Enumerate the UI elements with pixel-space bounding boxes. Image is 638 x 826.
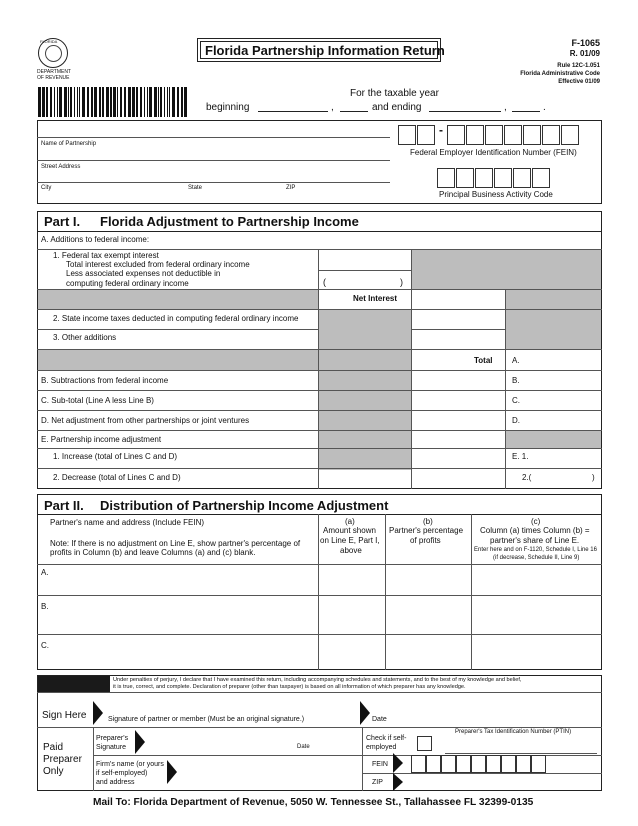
- total-label: Total: [474, 356, 493, 365]
- admin-code: Florida Administrative Code: [520, 71, 600, 77]
- line-e2-field[interactable]: [535, 469, 590, 488]
- part2-title: Distribution of Partnership Income Adjustment: [100, 498, 389, 513]
- col-b-header-1: (b): [423, 517, 433, 526]
- prep-fein-digit-7[interactable]: [501, 755, 516, 773]
- line-e2-close: ): [592, 473, 595, 482]
- line-e1-code: E. 1.: [512, 452, 529, 461]
- self-employed-label-2: employed: [366, 744, 397, 751]
- prep-sig-label-1: Preparer's: [96, 735, 129, 742]
- begin-date-field[interactable]: [258, 111, 328, 112]
- col-b-header-3: of profits: [410, 536, 441, 545]
- col-c-header-5: (if decrease, Schedule II, Line 9): [493, 555, 580, 561]
- ptin-field[interactable]: [445, 737, 597, 754]
- gray-total-row: [38, 349, 318, 370]
- firm-label-1: Firm's name (or yours: [96, 761, 164, 768]
- fein-digit-3[interactable]: [447, 125, 465, 145]
- partner-name-header: Partner's name and address (Include FEIN): [50, 518, 205, 527]
- line-a3-field[interactable]: [412, 330, 504, 348]
- partner-c-name-field[interactable]: [50, 636, 316, 669]
- line-a2-label: 2. State income taxes deducted in computing federal ordinary income: [53, 314, 299, 323]
- activity-digit-6[interactable]: [532, 168, 550, 188]
- comma-1: ,: [331, 102, 334, 113]
- firm-arrow-icon: [167, 760, 177, 784]
- col-c-header-4: Enter here and on F-1120, Schedule I, Line 16: [474, 547, 597, 553]
- line-a2-field[interactable]: [412, 310, 504, 328]
- fein-label: Federal Employer Identification Number (FEIN): [410, 148, 577, 157]
- gray-net-interest-row: [38, 289, 318, 309]
- a1-expenses-field[interactable]: [330, 271, 398, 288]
- preparer-label: Preparer: [43, 754, 82, 765]
- form-revision: R. 01/09: [569, 49, 600, 58]
- effective-date: Effective 01/09: [558, 79, 600, 85]
- partner-signature-field[interactable]: [108, 694, 358, 714]
- firm-label-3: and address: [96, 779, 135, 786]
- only-label: Only: [43, 766, 64, 777]
- city-label: City: [41, 185, 52, 191]
- line-c-label: C. Sub-total (Line A less Line B): [41, 396, 154, 405]
- gray-right-block: [505, 309, 601, 349]
- fein-digit-2[interactable]: [417, 125, 435, 145]
- paren-open: (: [323, 277, 326, 287]
- prep-sig-label-2: Signature: [96, 744, 126, 751]
- fein-digit-9[interactable]: [561, 125, 579, 145]
- perjury-text-2: it is true, correct, and complete. Declaration of preparer (other than taxpayer) is based on all information of which preparer has any knowledge.: [113, 684, 466, 690]
- partner-a-name-field[interactable]: [50, 566, 316, 594]
- line-a3-label: 3. Other additions: [53, 333, 117, 342]
- activity-digit-1[interactable]: [437, 168, 455, 188]
- col-a-header-4: above: [340, 546, 362, 555]
- fein-digit-1[interactable]: [398, 125, 416, 145]
- gray-mid-block: [318, 309, 411, 349]
- line-e2-code: 2.(: [522, 473, 532, 482]
- activity-digit-2[interactable]: [456, 168, 474, 188]
- prep-fein-digit-5[interactable]: [471, 755, 486, 773]
- zip-arrow-icon: [393, 773, 403, 791]
- fein-digit-5[interactable]: [485, 125, 503, 145]
- prep-fein-digit-2[interactable]: [426, 755, 441, 773]
- beginning-label: beginning: [206, 102, 250, 113]
- prep-fein-digit-4[interactable]: [456, 755, 471, 773]
- line-a1-total: Total interest excluded from federal ordinary income: [66, 260, 250, 269]
- end-date-field[interactable]: [429, 111, 501, 112]
- sign-date-field[interactable]: [372, 694, 597, 714]
- partner-row-b: B.: [41, 602, 49, 611]
- state-label: State: [188, 185, 203, 191]
- date-arrow-icon: [360, 701, 370, 725]
- perjury-text-1: Under penalties of perjury, I declare that I have examined this return, including accompanying schedules and statements, and to the best of my knowledge and belief,: [113, 677, 522, 683]
- fein-digit-6[interactable]: [504, 125, 522, 145]
- street-label: Street Address: [41, 164, 81, 170]
- line-a1-label: 1. Federal tax exempt interest: [53, 251, 159, 260]
- perjury-bar-left: [38, 676, 110, 692]
- net-interest-field[interactable]: [412, 290, 504, 308]
- note-line1: Note: If there is no adjustment on Line E, show partner's percentage of: [50, 539, 301, 548]
- city-field[interactable]: [37, 182, 390, 183]
- dept-line1: DEPARTMENT: [37, 69, 71, 75]
- line-e-label: E. Partnership income adjustment: [41, 435, 162, 444]
- line-b-field[interactable]: [522, 371, 600, 389]
- prep-date-label: Date: [297, 744, 310, 750]
- paren-close: ): [400, 277, 403, 287]
- seal-text: FLORIDA: [40, 39, 58, 44]
- additions-label: A. Additions to federal income:: [41, 235, 150, 244]
- part1-title: Florida Adjustment to Partnership Income: [100, 214, 359, 229]
- total-code: A.: [512, 356, 520, 365]
- line-b-label: B. Subtractions from federal income: [41, 376, 169, 385]
- street-field[interactable]: [37, 160, 390, 161]
- paid-label: Paid: [43, 742, 64, 753]
- sign-arrow-icon: [93, 701, 103, 725]
- prep-fein-digit-3[interactable]: [441, 755, 456, 773]
- comma-2: ,: [504, 102, 507, 113]
- line-e2-label: 2. Decrease (total of Lines C and D): [53, 473, 181, 482]
- zip-label: ZIP: [286, 185, 296, 191]
- note-line2: profits in Column (b) and leave Columns (a) and (c) blank.: [50, 548, 256, 557]
- gray-col-right-top: [411, 250, 601, 289]
- fein-digit-8[interactable]: [542, 125, 560, 145]
- prep-fein-digit-8[interactable]: [516, 755, 531, 773]
- line-d-code: D.: [512, 416, 520, 425]
- fein-dash: -: [439, 123, 443, 137]
- activity-digit-3[interactable]: [475, 168, 493, 188]
- barcode-icon: [38, 87, 188, 117]
- part2-number: Part II.: [44, 498, 84, 513]
- line-c-field[interactable]: [522, 391, 600, 409]
- prep-fein-label: FEIN: [372, 761, 388, 768]
- sign-date-label: Date: [372, 716, 387, 723]
- fein-digit-4[interactable]: [466, 125, 484, 145]
- prep-arrow-icon: [135, 730, 145, 754]
- firm-label-2: if self-employed): [96, 770, 148, 777]
- col-a-header-3: on Line E, Part I,: [320, 536, 380, 545]
- prep-zip-label: ZIP: [372, 779, 383, 786]
- line-e1-label: 1. Increase (total of Lines C and D): [53, 452, 178, 461]
- form-number: F-1065: [571, 38, 600, 48]
- self-employed-checkbox[interactable]: [417, 736, 432, 751]
- col-a-header-1: (a): [345, 517, 355, 526]
- name-label: Name of Partnership: [41, 141, 97, 147]
- name-field[interactable]: [37, 137, 390, 138]
- period: .: [543, 102, 546, 113]
- fein-digit-7[interactable]: [523, 125, 541, 145]
- begin-year-field[interactable]: [340, 111, 368, 112]
- partner-row-a: A.: [41, 568, 49, 577]
- line-c-code: C.: [512, 396, 520, 405]
- prep-fein-digit-6[interactable]: [486, 755, 501, 773]
- activity-digit-5[interactable]: [513, 168, 531, 188]
- partner-b-name-field[interactable]: [50, 597, 316, 633]
- col-a-header-2: Amount shown: [323, 526, 376, 535]
- col-c-header-3: partner's share of Line E.: [490, 536, 580, 545]
- signature-label: Signature of partner or member (Must be an original signature.): [108, 716, 305, 723]
- activity-digit-4[interactable]: [494, 168, 512, 188]
- ptin-label: Preparer's Tax Identification Number (PTIN): [455, 729, 572, 735]
- gray-right-e: [505, 430, 601, 448]
- line-e1-field[interactable]: [532, 449, 600, 467]
- rule-number: Rule 12C-1.051: [557, 63, 600, 69]
- form-title: Florida Partnership Information Return: [205, 43, 445, 58]
- net-interest-label: Net Interest: [353, 294, 398, 303]
- self-employed-label-1: Check if self-: [366, 735, 407, 742]
- prep-fein-digit-1[interactable]: [411, 755, 426, 773]
- mail-to-address: Mail To: Florida Department of Revenue, 5050 W. Tennessee St., Tallahassee FL 32399-0135: [93, 797, 534, 808]
- gray-right-netrow: [505, 289, 601, 309]
- line-d-label: D. Net adjustment from other partnerships or joint ventures: [41, 416, 250, 425]
- line-a1-less: Less associated expenses not deductible in: [66, 269, 221, 278]
- part1-number: Part I.: [44, 214, 81, 229]
- taxable-year-label: For the taxable year: [350, 88, 439, 99]
- line-a1-expenses: computing federal ordinary income: [66, 279, 189, 288]
- fein-arrow-icon: [393, 753, 403, 773]
- partner-row-c: C.: [41, 641, 49, 650]
- firm-address-field[interactable]: [182, 757, 360, 789]
- col-b-header-2: Partner's percentage: [389, 526, 464, 535]
- line-d-field[interactable]: [522, 411, 600, 429]
- and-ending-label: and ending: [372, 102, 422, 113]
- prep-fein-digit-9[interactable]: [531, 755, 546, 773]
- line-a-total-field[interactable]: [522, 350, 600, 369]
- dept-line2: OF REVENUE: [37, 75, 70, 81]
- col-c-header-2: Column (a) times Column (b) =: [480, 526, 590, 535]
- end-year-field[interactable]: [512, 111, 540, 112]
- sign-here-label: Sign Here: [42, 710, 87, 721]
- activity-label: Principal Business Activity Code: [439, 190, 553, 199]
- col-c-header-1: (c): [531, 517, 541, 526]
- preparer-signature-field[interactable]: [150, 729, 295, 753]
- line-b-code: B.: [512, 376, 520, 385]
- prep-zip-field[interactable]: [410, 775, 597, 789]
- a1-total-amount-field[interactable]: [319, 250, 410, 269]
